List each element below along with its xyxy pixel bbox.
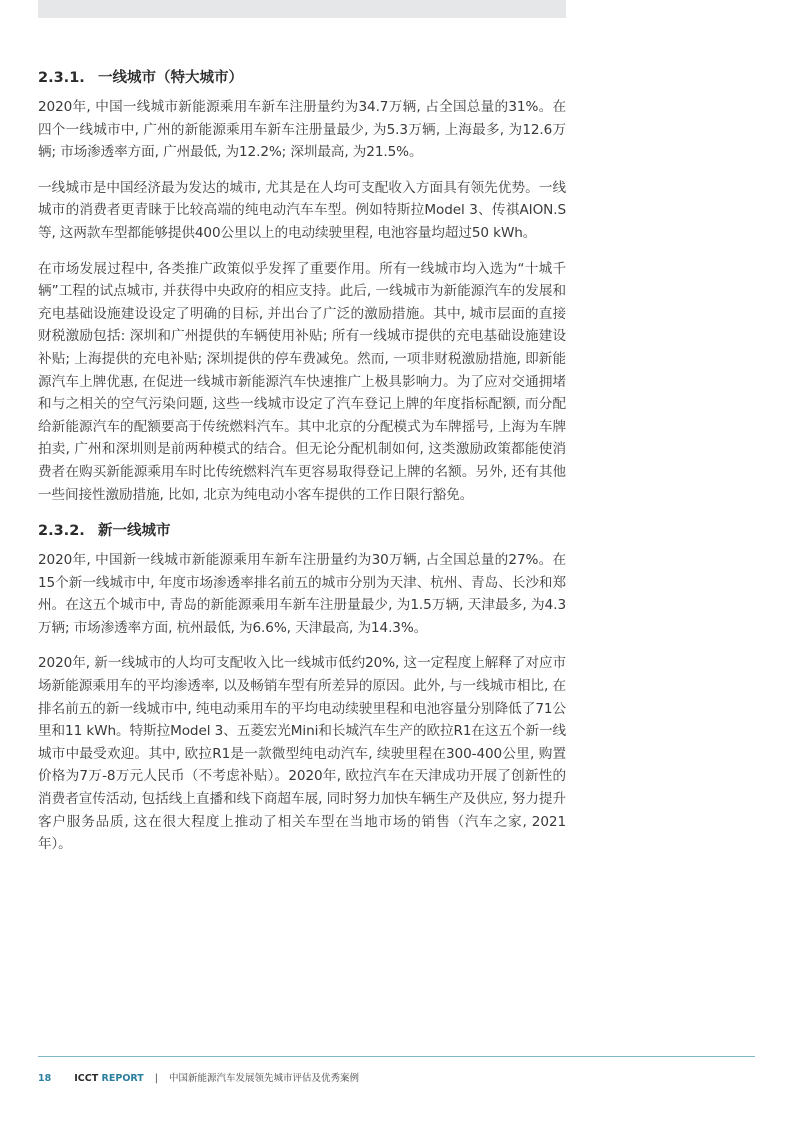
section-heading-2-3-2 <box>38 519 566 543</box>
section-number: 2.3.2. <box>38 523 85 540</box>
report-title: 中国新能源汽车发展领先城市评估及优秀案例 <box>169 1073 360 1084</box>
section-title: 新一线城市 <box>98 523 171 540</box>
section-number: 2.3.1. <box>38 70 85 86</box>
main-content <box>38 66 566 869</box>
paragraph: 2020年, 新一线城市的人均可支配收入比一线城市低约20%, 这一定程度上解释了对应市场新能源乘用车的平均渗透率, 以及畅销车型有所差异的原因。此外, 与一线城市相比, 在排名前五的新一线城市中, 纯电动乘用车的平均电动续驶里程和电池容量分别降低了71公里和11 kWh。特斯拉Model 3、五菱宏光Mini和长城汽车生产的欧拉R1在这五个新一线城市中最受欢迎。其中, 欧拉R1是一款微型纯电动汽车, 续驶里程在300-400公里, 购置价格为7万-8万元人民币（不考虑补贴）。2020年, 欧拉汽车在天津成功开展了创新性的消费者宣传活动, 包括线上直播和线下商超车展, 同时努力加快车辆生产及供应, 努力提升客户服务品质, 这在很大程度上推动了相关车型在当地市场的销售（汽车之家, 2021年）。 <box>38 655 566 853</box>
paragraph: 在市场发展过程中, 各类推广政策似乎发挥了重要作用。所有一线城市均入选为“十城千辆”工程的试点城市, 并获得中央政府的相应支持。此后, 一线城市为新能源汽车的发展和充电基础设施建设设定了明确的目标, 并出台了广泛的激励措施。其中, 城市层面的直接财税激励包括: 深圳和广州提供的车辆使用补贴; 所有一线城市提供的充电基础设施建设补贴; 上海提供的充电补贴; 深圳提供的停车费减免。然而, 一项非财税激励措施, 即新能源汽车上牌优惠, 在促进一线城市新能源汽车快速推广上极具影响力。为了应对交通拥堵和与之相关的空气污染问题, 这些一线城市设定了汽车登记上牌的年度指标配额, 而分配给新能源汽车的配额要高于传统燃料汽车。其中北京的分配模式为车牌摇号, 上海为车牌拍卖, 广州和深圳则是前两种模式的结合。但无论分配机制如何, 这类激励政策都能使消费者在购买新能源乘用车时比传统燃料汽车更容易取得登记上牌的名额。另外, 还有其他一些间接性激励措施, 比如, 北京为纯电动小客车提供的工作日限行豁免。 <box>38 260 566 503</box>
brand-report: REPORT <box>101 1073 144 1084</box>
brand-label <box>74 1073 144 1084</box>
paragraph: 2020年, 中国一线城市新能源乘用车新车注册量约为34.7万辆, 占全国总量的31%。在四个一线城市中, 广州的新能源乘用车新车注册量最少, 为5.3万辆, 上海最多, 为12.6万辆; 市场渗透率方面, 广州最低, 为12.2%; 深圳最高, 为21.5%。 <box>38 99 566 161</box>
paragraph: 一线城市是中国经济最为发达的城市, 尤其是在人均可支配收入方面具有领先优势。一线城市的消费者更青睐于比较高端的纯电动汽车车型。例如特斯拉Model 3、传祺AION.S等, 这两款车型都能够提供400公里以上的电动续驶里程, 电池容量均超过50 kWh。 <box>38 179 566 241</box>
footer-divider <box>38 1056 755 1057</box>
brand-icct: ICCT <box>74 1073 99 1084</box>
header-band <box>38 0 566 18</box>
section-title: 一线城市（特大城市） <box>98 70 243 86</box>
paragraph: 2020年, 中国新一线城市新能源乘用车新车注册量约为30万辆, 占全国总量的27%。在15个新一线城市中, 年度市场渗透率排名前五的城市分别为天津、杭州、青岛、长沙和郑州。在这五个城市中, 青岛的新能源乘用车新车注册量最少, 为1.5万辆, 天津最多, 为4.3万辆; 市场渗透率方面, 杭州最低, 为6.6%, 天津最高, 为14.3%。 <box>38 552 566 636</box>
footer-separator: | <box>154 1073 158 1084</box>
section-heading-2-3-1 <box>38 66 566 90</box>
page-number: 18 <box>38 1073 52 1084</box>
page-footer <box>38 1070 359 1084</box>
